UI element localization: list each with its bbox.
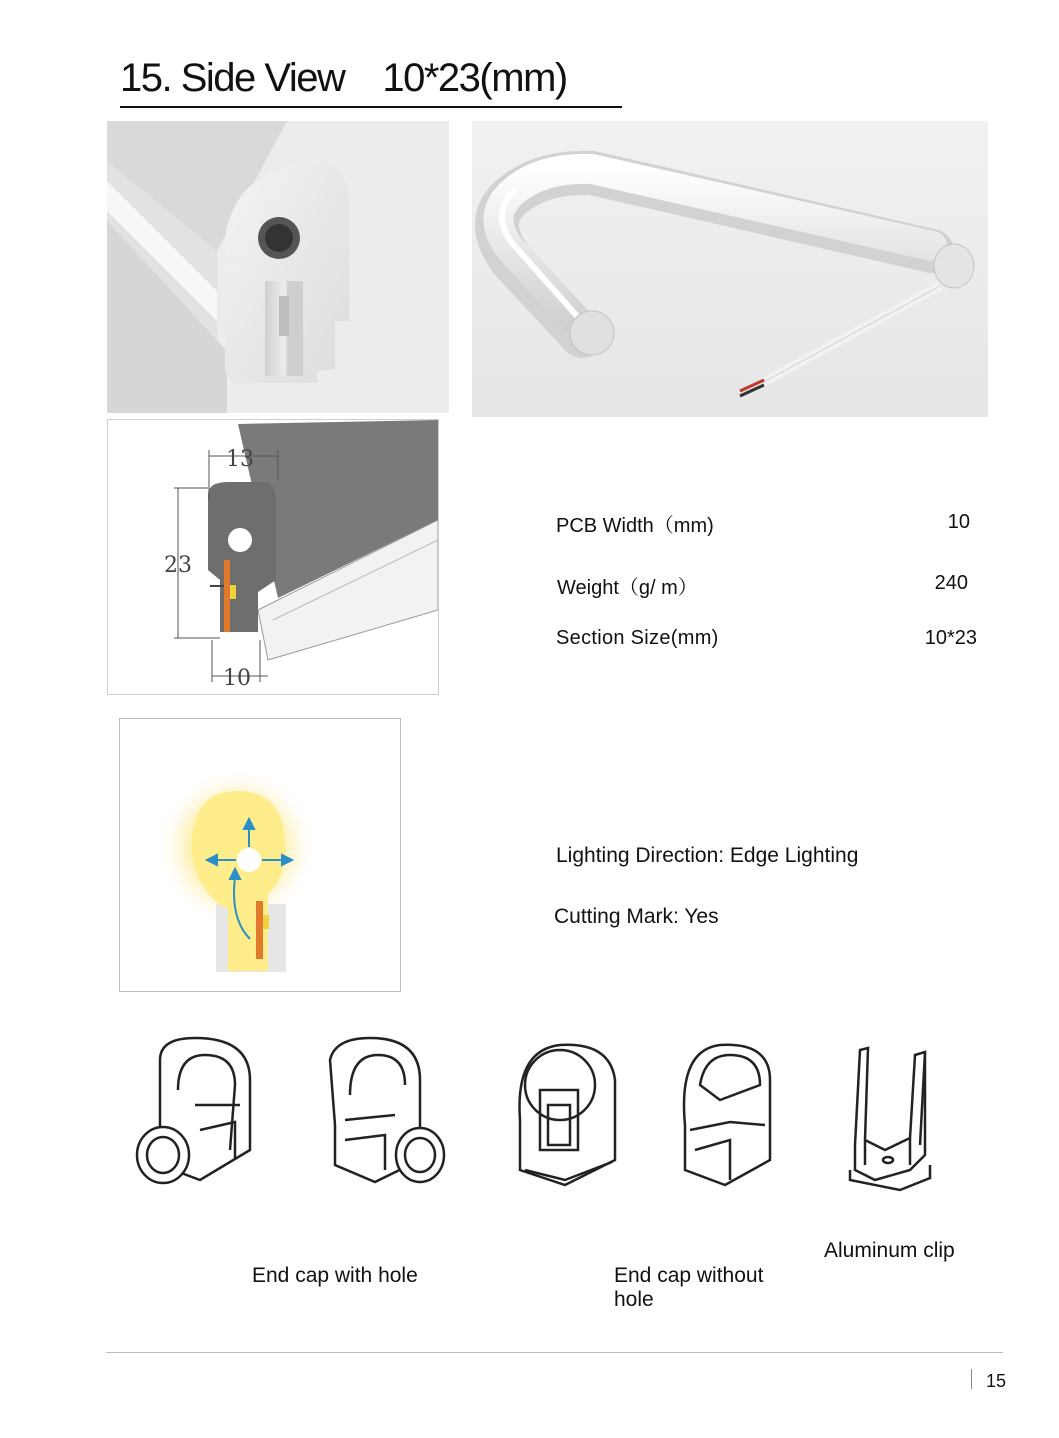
- caption-end-cap-without-hole: End cap without hole: [614, 1264, 764, 1311]
- lighting-direction-text: Lighting Direction: Edge Lighting: [556, 844, 859, 867]
- title-text: 15. Side View: [120, 56, 345, 100]
- spec-label-pcb-width: PCB Width（mm): [556, 515, 714, 537]
- spec-value-section-size: 10*23: [924, 627, 977, 649]
- end-cap-without-hole-icon-2: [684, 1045, 770, 1185]
- profile-closeup-image: [107, 121, 449, 413]
- accessories-drawings: [120, 1030, 960, 1200]
- page-title: [120, 56, 622, 108]
- cutting-mark-text: Cutting Mark: Yes: [554, 905, 719, 928]
- dim-pcb-label: 10: [223, 666, 251, 691]
- caption-end-cap-with-hole: End cap with hole: [252, 1264, 418, 1287]
- end-cap-with-hole-icon-2: [330, 1038, 444, 1182]
- dim-width-label: 13: [226, 447, 254, 472]
- lighting-direction-image: [119, 718, 401, 992]
- caption-aluminum-clip: Aluminum clip: [824, 1239, 955, 1262]
- page-number-separator: [971, 1369, 972, 1389]
- spec-value-weight: 240: [934, 572, 968, 594]
- aluminum-clip-icon: [850, 1048, 930, 1190]
- title-size: 10*23(mm): [382, 56, 567, 100]
- end-cap-without-hole-icon-1: [520, 1045, 616, 1185]
- spec-label-section-size: Section Size(mm): [556, 627, 719, 649]
- page-number: 15: [986, 1371, 1007, 1391]
- spec-value-pcb-width: 10: [947, 511, 970, 533]
- dim-height-label: 23: [164, 553, 192, 578]
- u-shape-strip-image: [472, 121, 988, 417]
- spec-label-weight: Weight（g/ m）: [557, 577, 698, 599]
- footer-divider: [106, 1352, 1003, 1353]
- dimension-drawing: [107, 419, 439, 695]
- end-cap-with-hole-icon-1: [137, 1038, 250, 1183]
